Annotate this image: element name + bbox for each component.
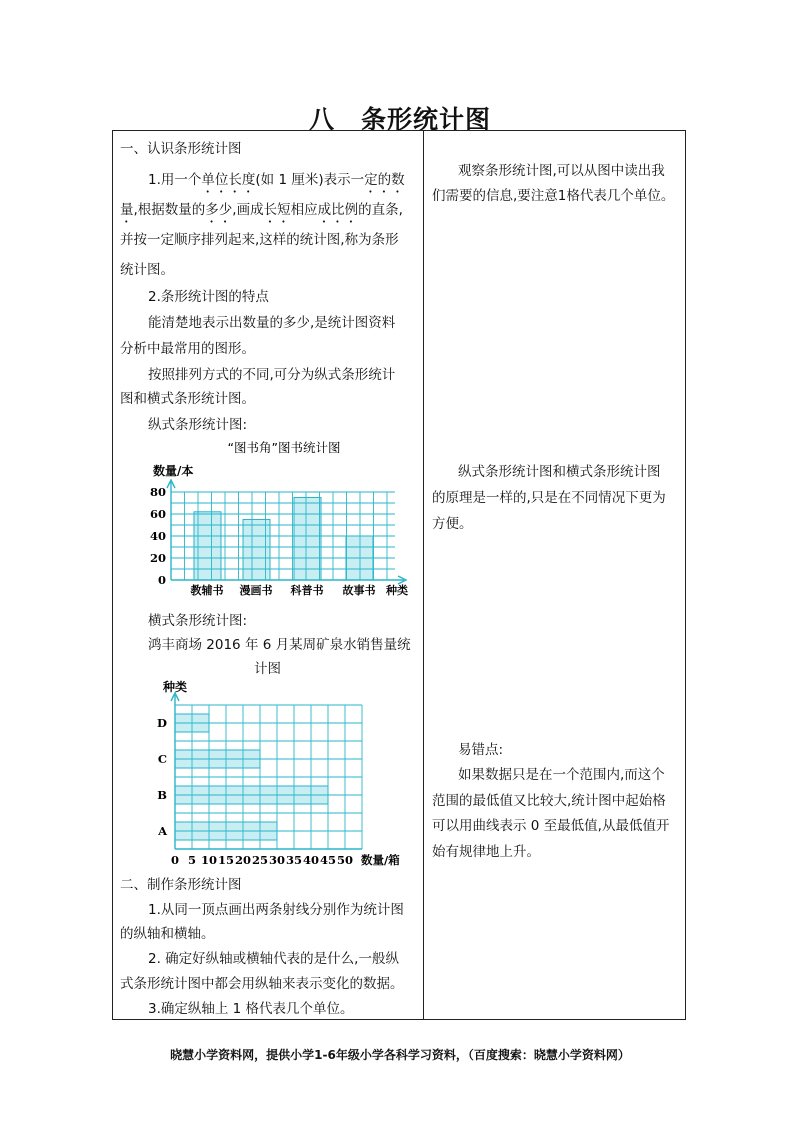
bar-科普书 <box>294 498 321 581</box>
x-tick-label: 10 <box>200 853 218 867</box>
para2-line2: 分析中最常用的图形。 <box>120 341 255 357</box>
x-axis-label: 数量/箱 <box>361 853 400 867</box>
note3-heading: 易错点: <box>458 742 504 758</box>
section1-heading: 一、认识条形统计图 <box>120 141 242 157</box>
para3-line1: 按照排列方式的不同,可分为纵式条形统计 <box>148 367 396 383</box>
note1-line2: 们需要的信息,要注意1格代表几个单位。 <box>432 188 675 204</box>
x-tick-label: 科普书 <box>290 584 324 597</box>
section2-line2: 的纵轴和横轴。 <box>120 926 215 942</box>
section2-line5: 3.确定纵轴上 1 格代表几个单位。 <box>148 1001 354 1017</box>
note2-line3: 方便。 <box>432 516 473 532</box>
para1-line2: 量,根据数量的多少,画成长短相应成比例的直条, <box>120 202 403 218</box>
para1-line1: 1.用一个单位长度(如 1 厘米)表示一定的数 <box>148 172 405 188</box>
para1-line3: 并按一定顺序排列起来,这样的统计图,称为条形 <box>120 232 399 248</box>
x-tick-label: 15 <box>217 853 235 867</box>
x-tick-label: 40 <box>302 853 320 867</box>
chart-title: “图书角”图书统计图 <box>227 440 341 455</box>
horizontal-chart-label: 横式条形统计图: <box>148 613 248 629</box>
y-tick-label: 0 <box>157 573 166 587</box>
x-tick-label: 5 <box>187 853 197 867</box>
x-tick-label: 45 <box>319 853 337 867</box>
y-tick-label: D <box>157 716 167 730</box>
para1-line4: 统计图。 <box>120 262 174 278</box>
section2-heading: 二、制作条形统计图 <box>120 877 242 893</box>
y-tick-label: 60 <box>149 507 166 521</box>
section2-line1: 1.从同一顶点画出两条射线分别作为统计图 <box>148 902 404 918</box>
section2-line4: 式条形统计图中都会用纵轴来表示变化的数据。 <box>120 976 404 992</box>
para2-line1: 能清楚地表示出数量的多少,是统计图资料 <box>148 315 396 331</box>
para2-heading: 2.条形统计图的特点 <box>148 289 269 305</box>
y-tick-label: 20 <box>149 551 166 565</box>
x-tick-label: 50 <box>336 853 354 867</box>
vertical-chart-label: 纵式条形统计图: <box>148 417 248 433</box>
x-axis-label: 种类 <box>386 584 408 597</box>
x-tick-label: 故事书 <box>342 584 376 597</box>
x-tick-label: 0 <box>170 853 180 867</box>
x-tick-label: 30 <box>268 853 286 867</box>
horizontal-bar-chart <box>150 677 412 869</box>
note3-line1: 如果数据只是在一个范围内,而这个 <box>458 767 665 783</box>
y-tick-label: A <box>158 824 167 838</box>
footer-text: 晓慧小学资料网，提供小学1-6年级小学各科学习资料，（百度搜索：晓慧小学资料网） <box>170 1048 630 1062</box>
horizontal-chart-title-line2: 计图 <box>254 661 281 677</box>
x-tick-label: 35 <box>285 853 303 867</box>
bar-漫画书 <box>243 520 270 581</box>
x-tick-label: 25 <box>251 853 269 867</box>
vertical-bar-chart <box>140 436 422 602</box>
note3-line3: 可以用曲线表示 0 至最低值,从最低值开 <box>432 818 670 834</box>
y-axis-label: 数量/本 <box>153 464 194 478</box>
y-tick-label: C <box>157 752 167 766</box>
note3-line2: 范围的最低值又比较大,统计图中起始格 <box>432 793 666 809</box>
x-tick-label: 教辅书 <box>190 584 224 597</box>
x-tick-label: 20 <box>234 853 252 867</box>
x-tick-label: 漫画书 <box>239 584 273 597</box>
para3-line2: 图和横式条形统计图。 <box>120 391 255 407</box>
note2-line2: 的原理是一样的,只是在不同情况下更为 <box>432 490 666 506</box>
y-tick-label: 40 <box>149 529 166 543</box>
column-divider <box>423 130 424 1020</box>
y-tick-label: 80 <box>149 485 166 499</box>
section2-line3: 2. 确定好纵轴或横轴代表的是什么,一般纵 <box>148 951 399 967</box>
note3-line4: 始有规律地上升。 <box>432 844 540 860</box>
y-tick-label: B <box>157 788 167 802</box>
page-title: 八 条形统计图 <box>308 105 491 134</box>
y-axis-label: 种类 <box>163 680 188 694</box>
note2-line1: 纵式条形统计图和横式条形统计图 <box>458 464 661 480</box>
horizontal-chart-title-line1: 鸿丰商场 2016 年 6 月某周矿泉水销售量统 <box>148 637 411 653</box>
note1-line1: 观察条形统计图,可以从图中读出我 <box>458 163 665 179</box>
